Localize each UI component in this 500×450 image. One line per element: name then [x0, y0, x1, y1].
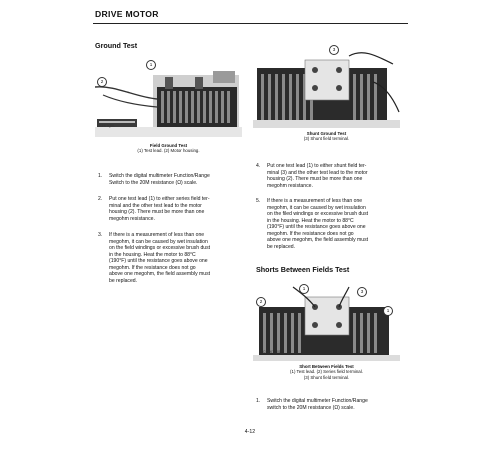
step-line: (190°F) until the resistance goes above one: [267, 224, 366, 230]
step-line: be replaced.: [109, 277, 138, 284]
step-3: [98, 232, 248, 286]
short-caption-line2: (3) Shunt field terminal.: [303, 374, 350, 380]
shorts-step-1: [256, 398, 406, 412]
step-5: [256, 198, 406, 252]
step-2: [98, 196, 248, 224]
step-line: housing (2). There must be more than one: [109, 209, 205, 215]
callout-1: 1: [383, 306, 393, 316]
callout-1: 1: [146, 60, 156, 70]
step-line: megohm. If the resistance does not go: [267, 230, 354, 237]
short-between-fields-caption: [253, 364, 400, 380]
step-line: If there is a measurement of less than one: [109, 232, 205, 238]
callout-3: 3: [329, 45, 339, 55]
step-number: 4.: [256, 163, 261, 169]
callout-2: 2: [256, 297, 266, 307]
shorts-between-fields-photo: [253, 281, 400, 361]
shunt-caption-title: Shunt Ground Test: [306, 131, 347, 136]
step-line: be replaced.: [267, 243, 296, 250]
step-line: switch to the 20M resistance (Ω) scale.: [267, 404, 355, 411]
step-line: (190°F) until the resistance goes above one: [109, 258, 208, 264]
section-title: DRIVE MOTOR: [95, 9, 159, 19]
step-line: megohm. If the resistance does not go: [109, 264, 196, 271]
step-line: megohm resistance.: [267, 182, 313, 189]
short-caption-title: Short Between Fields Test: [299, 364, 354, 369]
callout-2: 2: [97, 77, 107, 87]
ground-test-heading: Ground Test: [95, 41, 138, 50]
short-caption-line1: (1) Test lead. (2) Series field terminal.: [290, 369, 363, 375]
field-ground-test-photo: [95, 57, 242, 137]
shunt-ground-test-caption: [253, 131, 400, 142]
step-line: Switch the digital multimeter Function/Range: [109, 173, 210, 179]
step-line: If there is a measurement of less than one: [267, 198, 363, 204]
step-line: in the housing. Heat the motor to 88°C: [267, 217, 354, 224]
step-line: on the field windings or excessive brush dust: [109, 245, 211, 251]
step-line: above one megohm, the field assembly must: [267, 237, 369, 243]
field-caption-body: (1) Test lead. (2) Motor housing.: [137, 148, 200, 154]
callout-3: 3: [357, 287, 367, 297]
shorts-test-heading: Shorts Between Fields Test: [256, 265, 350, 274]
step-number: 5.: [256, 198, 261, 204]
step-1: [98, 173, 248, 187]
photo-label: CSEKTQ01: [263, 350, 281, 354]
header-rule: [93, 23, 408, 24]
step-line: above one megohm, the field assembly must: [109, 271, 211, 277]
step-line: megohm resistance.: [109, 215, 155, 222]
step-line: minal and the other test lead to the motor: [109, 202, 202, 209]
step-line: megohm, it can be caused by wet insulation: [109, 238, 208, 245]
field-ground-test-caption: [95, 143, 242, 154]
page-number: 4-12: [244, 429, 256, 435]
step-number: 1.: [256, 398, 261, 404]
step-line: housing (2). There must be more than one: [267, 176, 363, 182]
step-line: on the filed windings or excessive brush dust: [267, 211, 369, 217]
step-number: 2.: [98, 196, 103, 202]
step-line: Put one test lead (1) to either shunt field ter-: [267, 163, 367, 169]
shunt-caption-body: (3) Shunt field terminal.: [303, 136, 350, 142]
step-line: megohm, it can be caused by wet insulation: [267, 204, 366, 211]
step-line: in the housing. Heat the motor to 88°C: [109, 251, 196, 258]
shunt-ground-test-photo: [253, 42, 400, 128]
step-number: 3.: [98, 232, 103, 238]
step-4: [256, 163, 406, 191]
step-line: minal (3) and the other test lead to the motor: [267, 169, 368, 176]
photo-label: CSEKTQ01: [97, 124, 115, 128]
step-number: 1.: [98, 173, 103, 179]
step-line: Switch to the 20M resistance (Ω) scale.: [109, 179, 198, 186]
step-line: Put one test lead (1) to either series field ter-: [109, 196, 210, 202]
field-caption-title: Field Ground Test: [149, 143, 188, 148]
callout-1: 1: [299, 284, 309, 294]
step-line: Switch the digital multimeter Function/Range: [267, 398, 368, 404]
